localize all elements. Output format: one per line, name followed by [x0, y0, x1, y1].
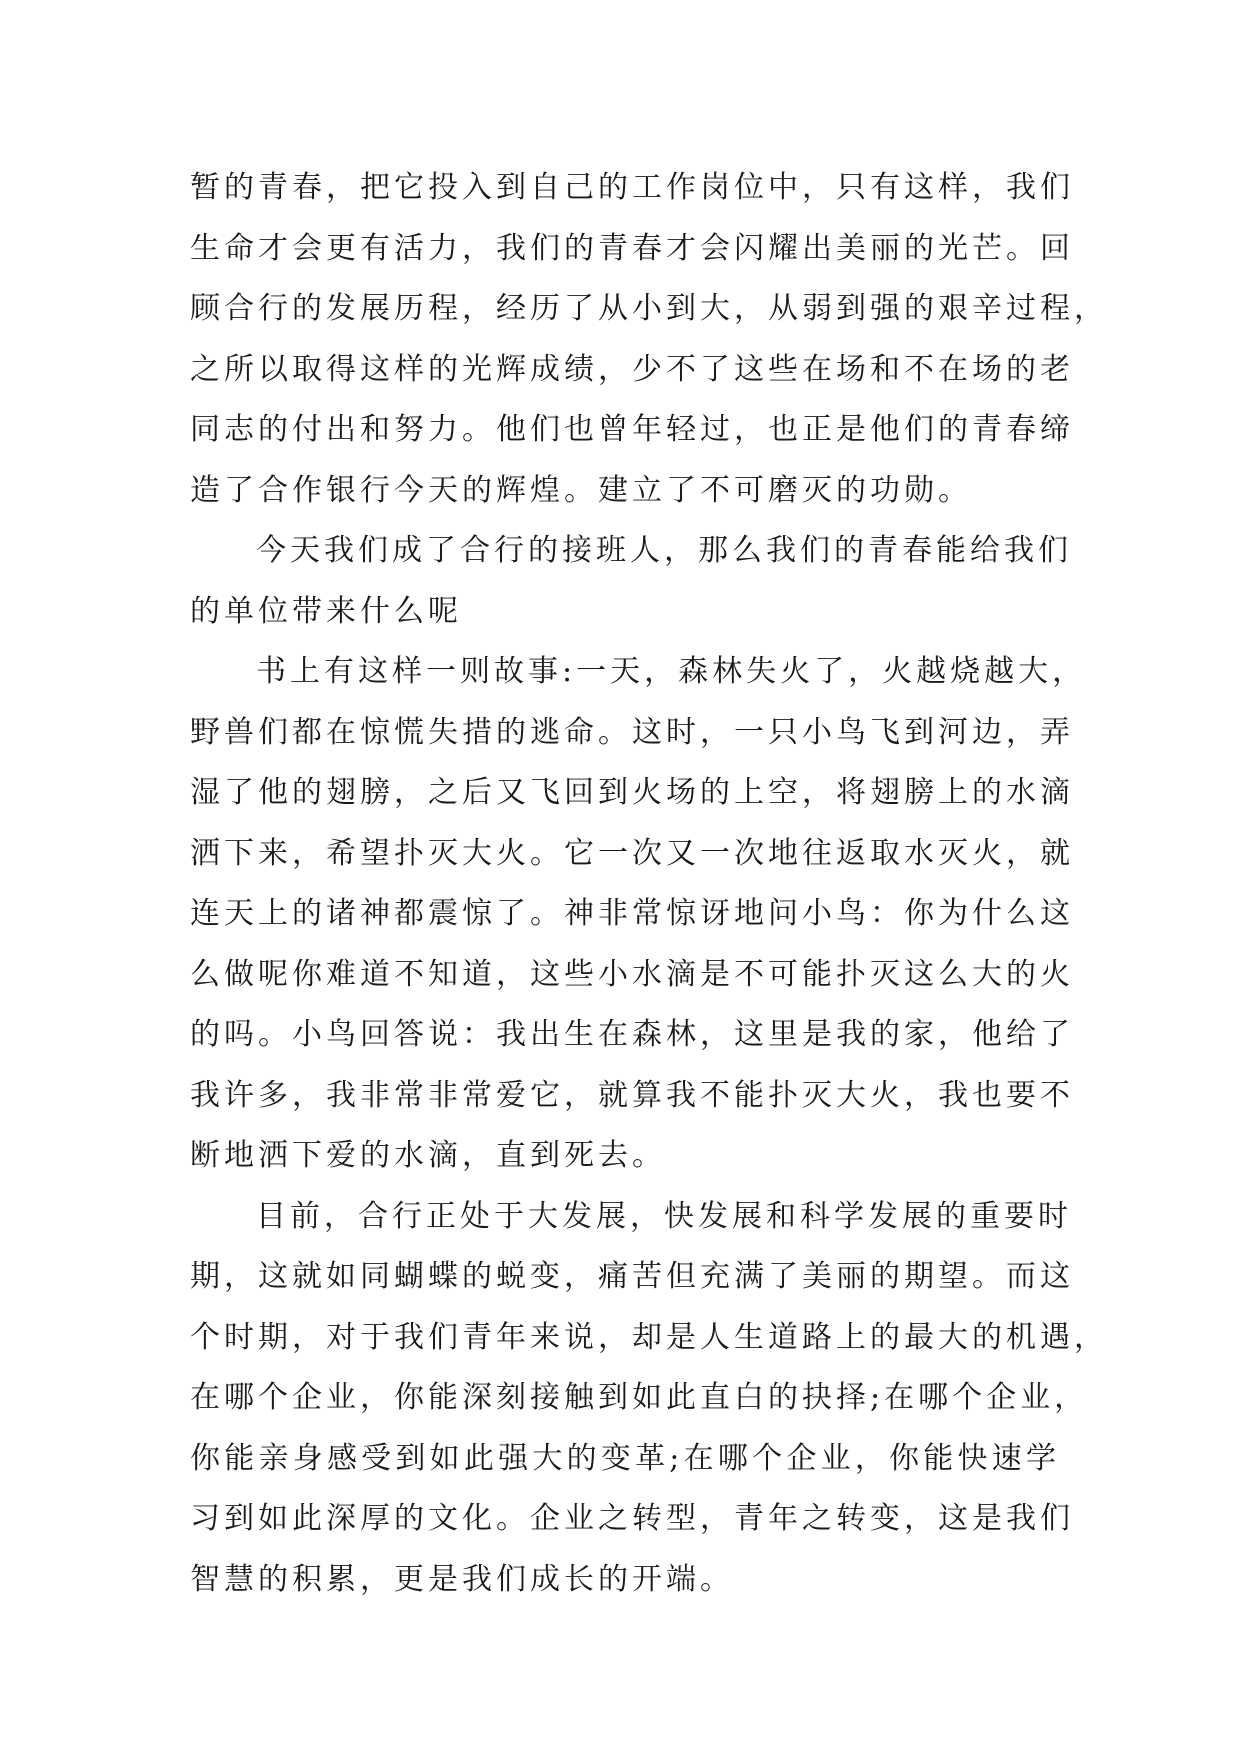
text-line: 湿了他的翅膀，之后又飞回到火场的上空，将翅膀上的水滴: [190, 775, 1074, 810]
text-line: 连天上的诸神都震惊了。神非常惊讶地问小鸟：你为什么这: [190, 896, 1074, 931]
text-line: 个时期，对于我们青年来说，却是人生道路上的最大的机遇，: [190, 1319, 1108, 1355]
text-line: 顾合行的发展历程，经历了从小到大，从弱到强的艰辛过程，: [190, 291, 1108, 326]
text-line: 我许多，我非常非常爱它，就算我不能扑灭大火，我也要不: [190, 1077, 1074, 1113]
text-line: 习到如此深厚的文化。企业之转型，青年之转变，这是我们: [190, 1501, 1074, 1536]
text-line: 今天我们成了合行的接班人，那么我们的青春能给我们: [256, 533, 1072, 568]
text-line: 的吗。小鸟回答说：我出生在森林，这里是我的家，他给了: [190, 1017, 1074, 1052]
text-line: 你能亲身感受到如此强大的变革;在哪个企业，你能快速学: [190, 1440, 1060, 1476]
text-line: 生命才会更有活力，我们的青春才会闪耀出美丽的光芒。回: [190, 230, 1074, 266]
text-line: 智慧的积累，更是我们成长的开端。: [190, 1561, 734, 1597]
text-line: 造了合作银行今天的辉煌。建立了不可磨灭的功勋。: [190, 472, 972, 508]
text-line: 么做呢你难道不知道，这些小水滴是不可能扑灭这么大的火: [190, 956, 1074, 992]
text-line: 在哪个企业，你能深刻接触到如此直白的抉择;在哪个企业，: [190, 1380, 1089, 1415]
text-line: 断地洒下爱的水滴，直到死去。: [190, 1138, 666, 1173]
document-body: [190, 158, 1108, 1610]
paragraph-3: [190, 642, 1087, 1187]
text-line: 暂的青春，把它投入到自己的工作岗位中，只有这样，我们: [190, 170, 1074, 205]
paragraph-4: [190, 1187, 1108, 1611]
text-line: 目前，合行正处于大发展，快发展和科学发展的重要时: [256, 1198, 1072, 1234]
text-line: 的单位带来什么呢: [190, 593, 462, 629]
text-line: 野兽们都在惊慌失措的逃命。这时，一只小鸟飞到河边，弄: [190, 714, 1074, 750]
text-line: 期，这就如同蝴蝶的蜕变，痛苦但充满了美丽的期望。而这: [190, 1259, 1074, 1294]
text-line: 书上有这样一则故事:一天，森林失火了，火越烧越大，: [256, 654, 1087, 689]
text-line: 之所以取得这样的光辉成绩，少不了这些在场和不在场的老: [190, 351, 1074, 387]
text-line: 洒下来，希望扑灭大火。它一次又一次地往返取水灭火，就: [190, 835, 1074, 871]
paragraph-2: [190, 521, 1072, 642]
paragraph-1: [190, 158, 1108, 521]
text-line: 同志的付出和努力。他们也曾年轻过，也正是他们的青春缔: [190, 412, 1074, 447]
